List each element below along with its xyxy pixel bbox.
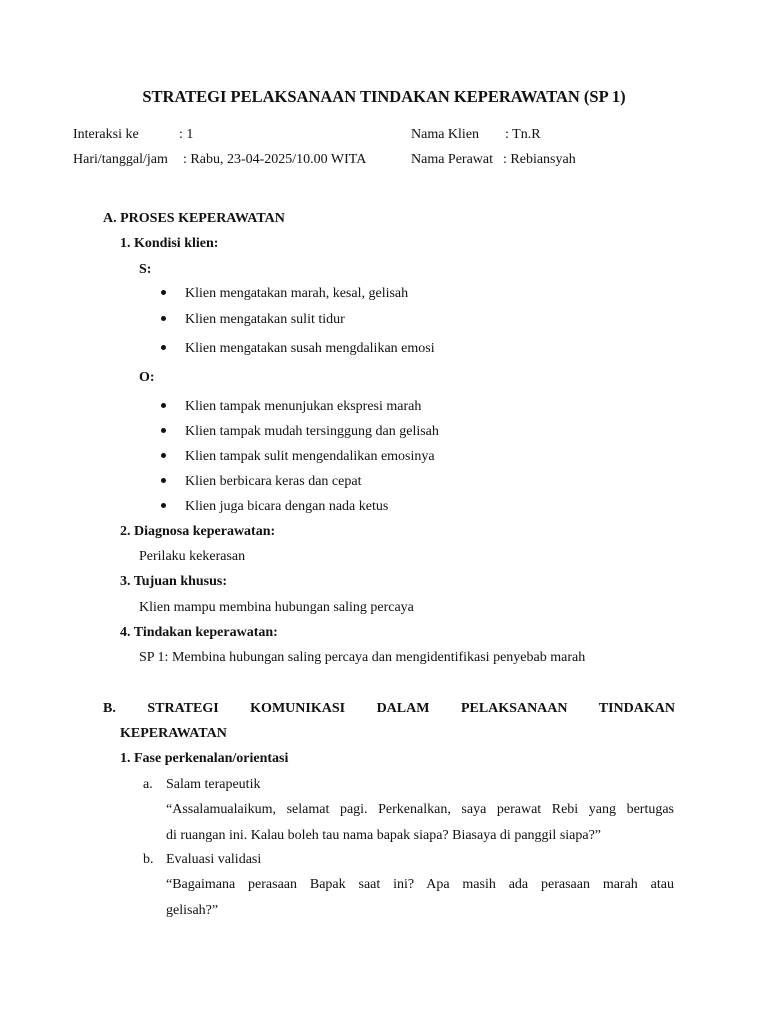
list-item: Klien tampak menunjukan ekspresi marah [185, 399, 422, 414]
klien-value: : Tn.R [505, 127, 541, 142]
kondisi-heading: 1. Kondisi klien: [120, 236, 219, 251]
perawat-label: Nama Perawat [411, 152, 494, 167]
list-item: Klien tampak sulit mengendalikan emosinya [185, 449, 435, 464]
interaksi-value: : 1 [179, 127, 194, 142]
item-b-quote-line2: gelisah?” [166, 903, 219, 918]
section-b-heading-line2: KEPERAWATAN [120, 726, 227, 741]
list-item: Klien juga bicara dengan nada ketus [185, 499, 389, 514]
list-item: Klien berbicara keras dan cepat [185, 474, 362, 489]
item-b-title: Evaluasi validasi [166, 852, 262, 867]
list-item: Klien mengatakan susah mengdalikan emosi [185, 341, 435, 356]
bullet-icon [161, 345, 166, 350]
bullet-icon [161, 478, 166, 483]
section-a-heading: A. PROSES KEPERAWATAN [103, 211, 285, 226]
bullet-icon [161, 403, 166, 408]
item-b-quote-line1: “Bagaimana perasaan Bapak saat ini? Apa masih ada perasaan marah atau [166, 877, 674, 892]
bullet-icon [161, 428, 166, 433]
item-a-title: Salam terapeutik [166, 777, 261, 792]
bullet-icon [161, 453, 166, 458]
item-a-label: a. [143, 777, 153, 792]
item-b-label: b. [143, 852, 154, 867]
perawat-value: : Rebiansyah [503, 152, 576, 167]
list-item: Klien tampak mudah tersinggung dan gelisah [185, 424, 439, 439]
list-item: Klien mengatakan marah, kesal, gelisah [185, 286, 409, 301]
tindakan-text: SP 1: Membina hubungan saling percaya dan mengidentifikasi penyebab marah [139, 650, 586, 665]
hari-label: Hari/tanggal/jam [73, 152, 168, 167]
s-label: S: [139, 262, 152, 277]
diagnosa-text: Perilaku kekerasan [139, 549, 246, 564]
interaksi-label: Interaksi ke [73, 127, 139, 142]
bullet-icon [161, 290, 166, 295]
hari-value: : Rabu, 23-04-2025/10.00 WITA [183, 152, 367, 167]
fase-heading: 1. Fase perkenalan/orientasi [120, 751, 289, 766]
document-title: STRATEGI PELAKSANAAN TINDAKAN KEPERAWATAN (SP 1) [142, 87, 626, 106]
section-b-heading-line1: B. STRATEGI KOMUNIKASI DALAM PELAKSANAAN TINDAKAN [103, 701, 675, 716]
tujuan-text: Klien mampu membina hubungan saling percaya [139, 600, 414, 615]
tindakan-heading: 4. Tindakan keperawatan: [120, 625, 278, 640]
list-item: Klien mengatakan sulit tidur [185, 312, 345, 327]
item-a-quote-line1: “Assalamualaikum, selamat pagi. Perkenalkan, saya perawat Rebi yang bertugas [166, 802, 674, 817]
bullet-icon [161, 316, 166, 321]
bullet-icon [161, 503, 166, 508]
item-a-quote-line2: di ruangan ini. Kalau boleh tau nama bapak siapa? Biasaya di panggil siapa?” [166, 828, 602, 843]
klien-label: Nama Klien [411, 127, 480, 142]
tujuan-heading: 3. Tujuan khusus: [120, 574, 228, 589]
diagnosa-heading: 2. Diagnosa keperawatan: [120, 524, 276, 539]
o-label: O: [139, 370, 155, 385]
